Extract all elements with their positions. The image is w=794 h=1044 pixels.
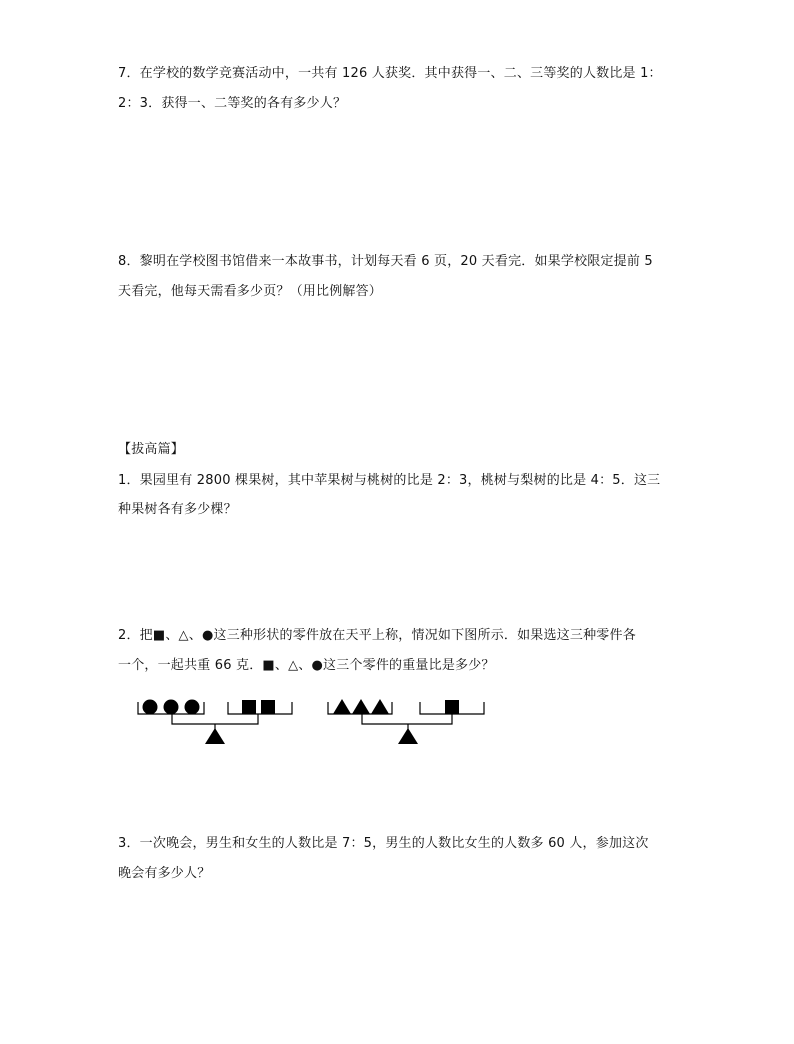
balance-right	[328, 699, 484, 744]
advanced-q1-line-1: 1．果园里有 2800 棵果树，其中苹果树与桃树的比是 2：3，桃树与梨树的比是 4：5．这三	[118, 473, 661, 488]
balance-left	[138, 700, 292, 745]
triangle-part	[352, 699, 370, 714]
triangle-part	[371, 699, 389, 714]
problem-7-line-1: 7．在学校的数学竞赛活动中，一共有 126 人获奖．其中获得一、二、三等奖的人数比是 1：	[118, 66, 662, 81]
circle-part	[185, 700, 200, 715]
square-part	[261, 700, 275, 714]
balance-left-right-pan	[228, 702, 292, 714]
balance-left-beam	[172, 714, 258, 724]
balance-scale-figure	[130, 692, 500, 752]
problem-8-line-1: 8．黎明在学校图书馆借来一本故事书，计划每天看 6 页，20 天看完．如果学校限定提前 5	[118, 254, 653, 269]
balance-left-fulcrum-triangle	[205, 728, 225, 744]
advanced-q3-line-2: 晚会有多少人？	[118, 866, 211, 881]
problem-8-line-2: 天看完，他每天需看多少页？（用比例解答）	[118, 284, 383, 299]
advanced-q3-line-1: 3．一次晚会，男生和女生的人数比是 7：5，男生的人数比女生的人数多 60 人，参加这次	[118, 836, 649, 851]
triangle-part	[333, 699, 351, 714]
balance-right-beam	[362, 714, 452, 724]
problem-7-line-2: 2：3．获得一、二等奖的各有多少人？	[118, 96, 347, 111]
square-part	[242, 700, 256, 714]
advanced-q1-line-2: 种果树各有多少棵？	[118, 502, 237, 517]
advanced-q2-line-1: 2．把■、△、●这三种形状的零件放在天平上称，情况如下图所示．如果选这三种零件各	[118, 628, 636, 643]
section-title-advanced: 【拔高篇】	[118, 442, 185, 457]
square-part	[445, 700, 459, 714]
circle-part	[143, 700, 158, 715]
advanced-q2-line-2: 一个，一起共重 66 克．■、△、●这三个零件的重量比是多少？	[118, 658, 495, 673]
balance-right-fulcrum-triangle	[398, 728, 418, 744]
circle-part	[164, 700, 179, 715]
